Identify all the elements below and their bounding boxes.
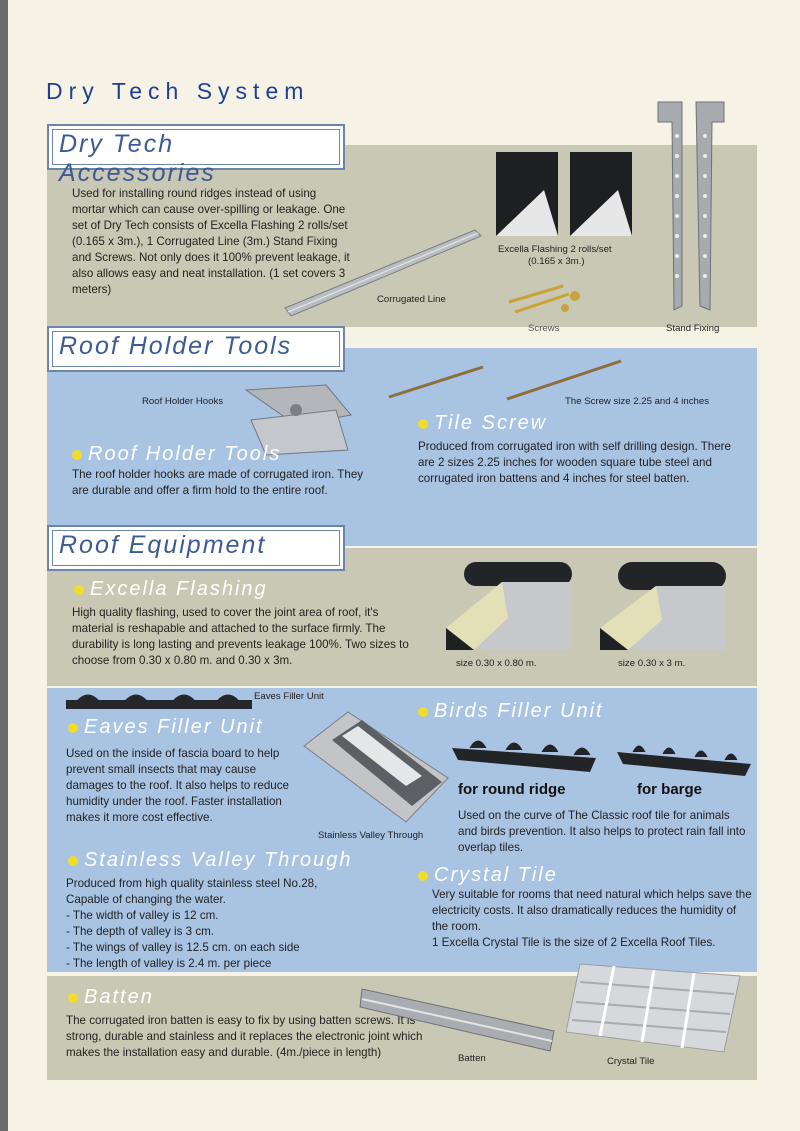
- heading-text: Birds Filler Unit: [434, 700, 604, 722]
- batten-image: [358, 985, 558, 1060]
- roof-holder-title: Roof Holder Tools: [47, 326, 345, 372]
- heading-text: Tile Screw: [434, 412, 548, 434]
- bullet-icon: [72, 450, 82, 460]
- screws-image: [505, 280, 590, 320]
- crystal-tile-body: [432, 887, 752, 951]
- crystal-tile-description: Very suitable for rooms that need natural which helps save the electricity costs. It also dramatically reduces the humidity of the room.: [432, 888, 752, 933]
- crystal-tile-heading: [418, 864, 558, 887]
- hooks-caption: Roof Holder Hooks: [142, 396, 224, 407]
- excella-flashing-body: High quality flashing, used to cover the joint area of roof, it's material is reshapable and attached to the surface firmly. The durability is long lasting and prevents leakage 100%. Two sizes to choose from 0.30 x 0.80 m. and 0.30 x 3m.: [72, 606, 409, 667]
- birds-filler-body: Used on the curve of The Classic roof tile for animals and birds prevention. It also helps to protect rain fall into overlap tiles.: [458, 809, 746, 854]
- corrugated-line-caption: Corrugated Line: [377, 294, 446, 305]
- batten-caption: Batten: [458, 1053, 486, 1064]
- bullet-icon: [74, 585, 84, 595]
- stainless-valley-image: [302, 710, 450, 825]
- crystal-tile-image: [564, 962, 744, 1054]
- valley-spec-list: [66, 908, 356, 972]
- bullet-icon: [418, 419, 428, 429]
- size-large-caption: size 0.30 x 3 m.: [618, 658, 686, 669]
- heading-text: Crystal Tile: [434, 864, 558, 886]
- tile-screw-body: Produced from corrugated iron with self drilling design. There are 2 sizes 2.25 inches for wooden square tube steel and corrugated iron battens and 4 inches for steel batten.: [418, 440, 731, 485]
- heading-text: Roof Holder Tools: [88, 443, 282, 465]
- heading-text: Excella Flashing: [90, 578, 268, 600]
- stand-fixing-image: [652, 96, 732, 316]
- flashing-small-image: [444, 558, 576, 654]
- heading-text: Stainless Valley Through: [84, 849, 353, 871]
- crystal-tile-note: 1 Excella Crystal Tile is the size of 2 Excella Roof Tiles.: [432, 936, 716, 949]
- flashing-rolls-image: [488, 150, 638, 240]
- valley-spec-item: - The depth of valley is 3 cm.: [66, 925, 214, 938]
- corrugated-line-image: [285, 228, 485, 323]
- batten-heading: [68, 986, 154, 1009]
- valley-body: [66, 876, 356, 972]
- flashing-caption-1: Excella Flashing 2 rolls/set: [498, 244, 612, 255]
- valley-intro: Produced from high quality stainless steel No.28, Capable of changing the water.: [66, 877, 318, 906]
- eaves-caption: Eaves Filler Unit: [254, 691, 324, 702]
- valley-spec-item: - The length of valley is 2.4 m. per piece: [66, 957, 272, 970]
- bullet-icon: [418, 871, 428, 881]
- for-round-ridge-label: for round ridge: [458, 781, 566, 798]
- for-barge-label: for barge: [637, 781, 703, 798]
- screw-size-caption: The Screw size 2.25 and 4 inches: [565, 396, 709, 407]
- heading-text: Batten: [84, 986, 154, 1008]
- birds-filler-barge-image: [615, 738, 755, 778]
- birds-filler-round-image: [450, 728, 600, 774]
- birds-filler-heading: [418, 700, 604, 723]
- eaves-filler-body: Used on the inside of fascia board to help prevent small insects that may cause damages to the roof. It also helps to reduce humidity under the roof. Faster installation makes it more cost effective.: [66, 747, 289, 824]
- bullet-icon: [418, 707, 428, 717]
- bullet-icon: [68, 993, 78, 1003]
- roof-holder-tools-heading: [72, 443, 281, 466]
- valley-spec-item: - The wings of valley is 12.5 cm. on each side: [66, 941, 300, 954]
- flashing-caption-2: (0.165 x 3m.): [528, 256, 585, 267]
- equipment-title: Roof Equipment: [47, 525, 345, 571]
- stand-fixing-caption: Stand Fixing: [666, 323, 720, 334]
- batten-body: The corrugated iron batten is easy to fix by using batten screws. It is strong, durable and stainless and it replaces the electronic joint which makes the installation easy and durable. (4m./piece in length): [66, 1014, 423, 1059]
- valley-heading: [68, 849, 353, 872]
- page-title: Dry Tech System: [46, 78, 310, 104]
- valley-caption: Stainless Valley Through: [318, 830, 424, 841]
- bullet-icon: [68, 856, 78, 866]
- screws-caption: Screws: [528, 323, 560, 334]
- heading-text: Eaves Filler Unit: [84, 716, 264, 738]
- accessories-body: Used for installing round ridges instead of using mortar which can cause over-spilling or leakage. One set of Dry Tech consists of Excella Flashing 2 rolls/set (0.165 x 3m.), 1 Corrugated Line (3m.) Stand Fixing and Screws. Not only does it 100% prevent leakage, it also allows easy and neat installation. (1 set covers 3 meters): [72, 187, 350, 296]
- tile-screw-heading: [418, 412, 547, 435]
- accessories-title: Dry Tech Accessories: [47, 124, 345, 170]
- eaves-filler-image: [66, 690, 254, 712]
- crystal-tile-caption: Crystal Tile: [607, 1056, 655, 1067]
- binding-edge: [0, 0, 8, 1131]
- roof-holder-tools-body: The roof holder hooks are made of corrugated iron. They are durable and offer a firm hold to the entire roof.: [72, 468, 364, 497]
- size-small-caption: size 0.30 x 0.80 m.: [456, 658, 537, 669]
- eaves-filler-heading: [68, 716, 264, 739]
- valley-spec-item: - The width of valley is 12 cm.: [66, 909, 219, 922]
- excella-flashing-heading: [74, 578, 268, 601]
- bullet-icon: [68, 723, 78, 733]
- flashing-large-image: [598, 558, 730, 654]
